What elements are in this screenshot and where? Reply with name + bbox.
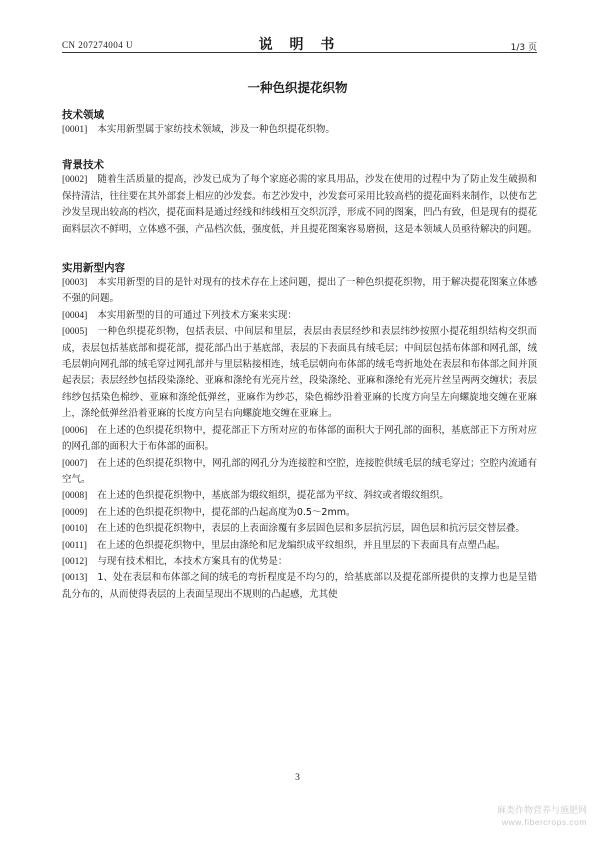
paragraph-number: [0013] — [62, 573, 88, 584]
paragraph-number: [0004] — [62, 310, 88, 321]
paragraph-text: 与现有技术相比，本技术方案具有的优势是： — [97, 555, 288, 567]
paragraph — [62, 324, 537, 422]
paragraph-number: [0010] — [62, 524, 88, 535]
watermark — [497, 806, 587, 828]
page-header — [62, 30, 537, 53]
paragraph — [62, 488, 537, 504]
paragraph-text: 本实用新型的目的是针对现有的技术存在上述问题，提出了一种色织提花织物，用于解决提花图案立体感不强的问题。 — [62, 277, 537, 305]
paragraph-text: 本实用新型的目的可通过下列技术方案来实现： — [97, 309, 297, 321]
paragraph-text: 在上述的色织提花织物中，提花部的凸起高度为0.5～2mm。 — [97, 506, 356, 518]
paragraph-number: [0006] — [62, 425, 88, 436]
paragraph-text: 在上述的色织提花织物中，基底部为缎纹组织，提花部为平纹、斜纹或者缎纹组织。 — [97, 490, 449, 502]
paragraph — [62, 172, 537, 238]
paragraph-number: [0002] — [62, 175, 88, 186]
paragraph — [62, 554, 537, 570]
section-heading: 实用新型内容 — [62, 262, 125, 275]
publication-number: CN 207274004 U — [62, 40, 134, 50]
paragraph-number: [0005] — [62, 327, 88, 338]
document-body — [62, 108, 537, 603]
paragraph-number: [0008] — [62, 491, 88, 502]
paragraph — [62, 275, 537, 308]
paragraph-number: [0007] — [62, 458, 88, 469]
paragraph-number: [0011] — [62, 540, 87, 551]
section-heading: 技术领域 — [62, 109, 104, 121]
paragraph-text: 在上述的色织提花织物中，网孔部的网孔分为连接腔和空腔，连接腔供绒毛层的绒毛穿过；空腔内流通有空气。 — [62, 457, 537, 485]
paragraph-number: [0012] — [62, 556, 88, 567]
document-title: 一种色织提花织物 — [247, 80, 348, 95]
page-info: 1/3 页 — [510, 43, 537, 53]
paragraph-text: 本实用新型属于家纺技术领域，涉及一种色织提花织物。 — [97, 124, 335, 135]
paragraph-number: [0003] — [62, 278, 88, 289]
paragraph-text: 一种色织提花织物，包括表层、中间层和里层，表层由表层经纱和表层纬纱按照小提花组织结构交织而成，表层包括基底部和提花部，提花部凸出于基底部，表层的下表面具有绒毛层；中间层包括布体部和网孔部，绒毛层朝向网孔部的绒毛穿过网孔部并与里层粘接相连，绒毛层朝向布体部的绒毛弯折地处在表层和布体部之间并顶起表层；表层经纱包括段染涤纶、亚麻和涤纶有光亮片丝，段染涤纶、亚麻和涤纶有光亮片丝呈两两交缠状；表层纬纱包括染色棉纱、亚麻和涤纶低弹丝，亚麻作为纱芯，染色棉纱沿着亚麻的长度方向呈左向螺旋地交缠在亚麻上，涤纶低弹丝沿着亚麻的长度方向呈右向螺旋地交缠在亚麻上。 — [62, 326, 538, 420]
paragraph — [62, 538, 537, 554]
paragraph — [62, 122, 537, 138]
watermark-url: www.fibercrops.com — [501, 817, 587, 827]
document-type: 说 明 书 — [258, 37, 341, 53]
paragraph — [62, 456, 537, 489]
paragraph-text: 在上述的色织提花织物中，提花部正下方所对应的布体部的面积大于网孔部的面积，基底部正下方所对应的网孔部的面积大于布体部的面积。 — [62, 424, 537, 453]
paragraph — [62, 308, 537, 324]
watermark-site-name: 麻类作物营养与施肥网 — [496, 806, 587, 816]
paragraph — [62, 505, 537, 521]
page-number: 3 — [295, 773, 300, 783]
paragraph-text: 在上述的色织提花织物中，表层的上表面涂覆有多层固色层和多层抗污层，固色层和抗污层交替层叠。 — [97, 523, 525, 535]
paragraph — [62, 521, 537, 537]
paragraph — [62, 570, 537, 603]
paragraph-text: 在上述的色织提花织物中，里层由涤纶和尼龙编织成平纹组织，并且里层的下表面具有点塑凸起。 — [96, 539, 506, 551]
paragraph-text: 1、处在表层和布体部之间的绒毛的弯折程度是不均匀的，给基底部以及提花部所提供的支撑力也是呈错乱分布的，从而使得表层的上表面呈现出不规则的凸起感，尤其使 — [62, 572, 537, 600]
paragraph — [62, 423, 537, 456]
section-heading: 背景技术 — [62, 159, 104, 172]
paragraph-number: [0001] — [62, 125, 88, 135]
paragraph-text: 随着生活质量的提高，沙发已成为了每个家庭必需的家具用品，沙发在使用的过程中为了防止发生破损和保持清洁，往往要在其外部套上相应的沙发套。布艺沙发中，沙发套可采用比较高档的提花面料来制作，以使布艺沙发呈现出较高的档次，提花面料是通过经线和纬线相互交织沉浮，形成不同的图案，凹凸有致，但是现有的提花面料层次不鲜明，立体感不强，产品档次低，强度低，并且提花图案容易磨损，这是本领域人员亟待解决的问题。 — [62, 174, 538, 235]
paragraph-number: [0009] — [62, 507, 88, 518]
